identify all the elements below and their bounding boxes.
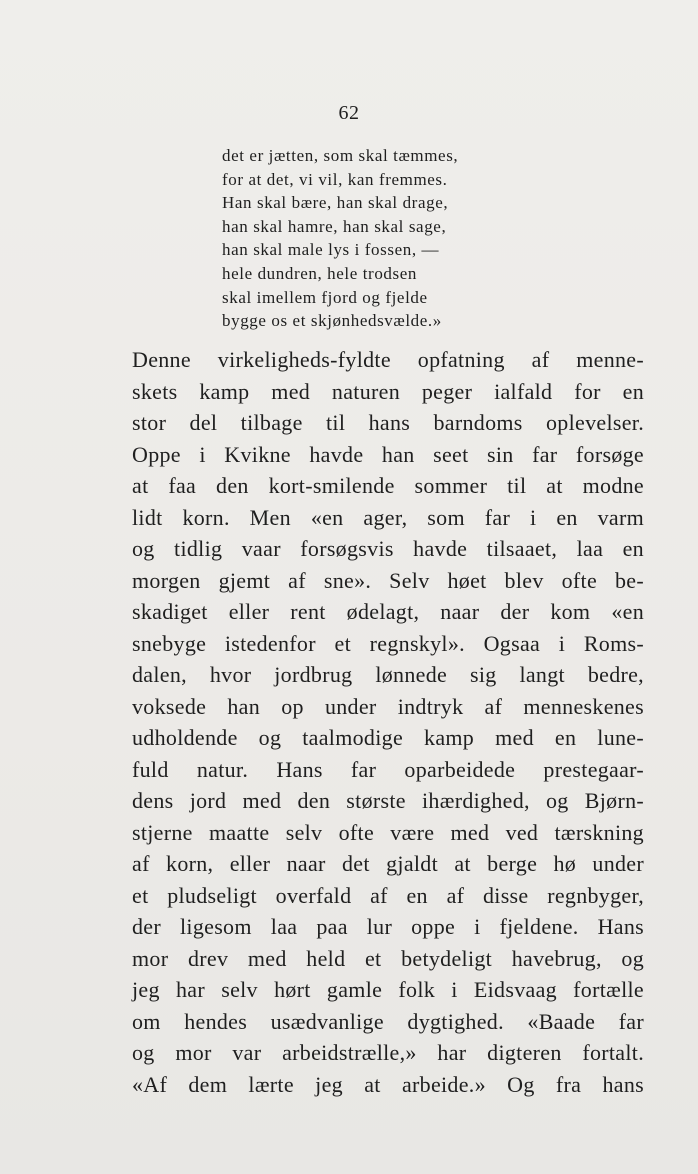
text-line: Denne virkeligheds-fyldte opfatning af menne- bbox=[132, 347, 644, 372]
text-line: snebyge istedenfor et regnskyl». Ogsaa i Roms- bbox=[132, 630, 644, 656]
poem-quote bbox=[222, 144, 458, 333]
poem-line: for at det, vi vil, kan fremmes. bbox=[222, 169, 448, 189]
text-line: lidt korn. Men «en ager, som far i en varm bbox=[132, 504, 644, 530]
text-line: «Af dem lærte jeg at arbeide.» Og fra hans bbox=[132, 1071, 644, 1097]
body-paragraph bbox=[132, 344, 644, 1100]
text-line: jeg har selv hørt gamle folk i Eidsvaag fortælle bbox=[132, 977, 644, 1002]
text-line: og mor var arbeidstrælle,» har digteren fortalt. bbox=[132, 1040, 644, 1065]
page-number: 62 bbox=[338, 102, 360, 124]
text-line: der ligesom laa paa lur oppe i fjeldene. Hans bbox=[132, 914, 644, 939]
text-line: Oppe i Kvikne havde han seet sin far forsøge bbox=[132, 441, 644, 467]
text-line: dalen, hvor jordbrug lønnede sig langt bedre, bbox=[132, 662, 644, 687]
poem-line: det er jætten, som skal tæmmes, bbox=[222, 146, 459, 165]
poem-line: bygge os et skjønhedsvælde.» bbox=[222, 311, 442, 331]
text-line: at faa den kort-smilende sommer til at modne bbox=[132, 473, 644, 498]
text-line: og tidlig vaar forsøgsvis havde tilsaaet, laa en bbox=[132, 536, 644, 561]
text-line: et pludseligt overfald af en af disse regnbyger, bbox=[132, 882, 644, 908]
text-line: skadiget eller rent ødelagt, naar der kom «en bbox=[132, 599, 644, 624]
text-line: stor del tilbage til hans barndoms oplevelser. bbox=[132, 410, 644, 435]
text-line: stjerne maatte selv ofte være med ved tærskning bbox=[132, 819, 644, 845]
text-line: skets kamp med naturen peger ialfald for en bbox=[132, 378, 644, 404]
text-line: fuld natur. Hans far oparbeidede prestegaar- bbox=[132, 756, 644, 782]
text-line: morgen gjemt af sne». Selv høet blev ofte be- bbox=[132, 567, 644, 593]
poem-line: han skal male lys i fossen, — bbox=[222, 240, 440, 260]
text-line: mor drev med held et betydeligt havebrug, og bbox=[132, 945, 644, 971]
text-line: om hendes usædvanlige dygtighed. «Baade far bbox=[132, 1008, 644, 1034]
text-line: af korn, eller naar det gjaldt at berge hø under bbox=[132, 851, 644, 876]
text-line: dens jord med den største ihærdighed, og Bjørn- bbox=[132, 788, 644, 813]
text-line: udholdende og taalmodige kamp med en lune- bbox=[132, 725, 644, 750]
poem-line: Han skal bære, han skal drage, bbox=[222, 193, 449, 213]
poem-line: hele dundren, hele trodsen bbox=[222, 263, 417, 283]
text-line: voksede han op under indtryk af menneskenes bbox=[132, 693, 644, 719]
poem-line: han skal hamre, han skal sage, bbox=[222, 216, 447, 236]
poem-line: skal imellem fjord og fjelde bbox=[222, 287, 428, 307]
